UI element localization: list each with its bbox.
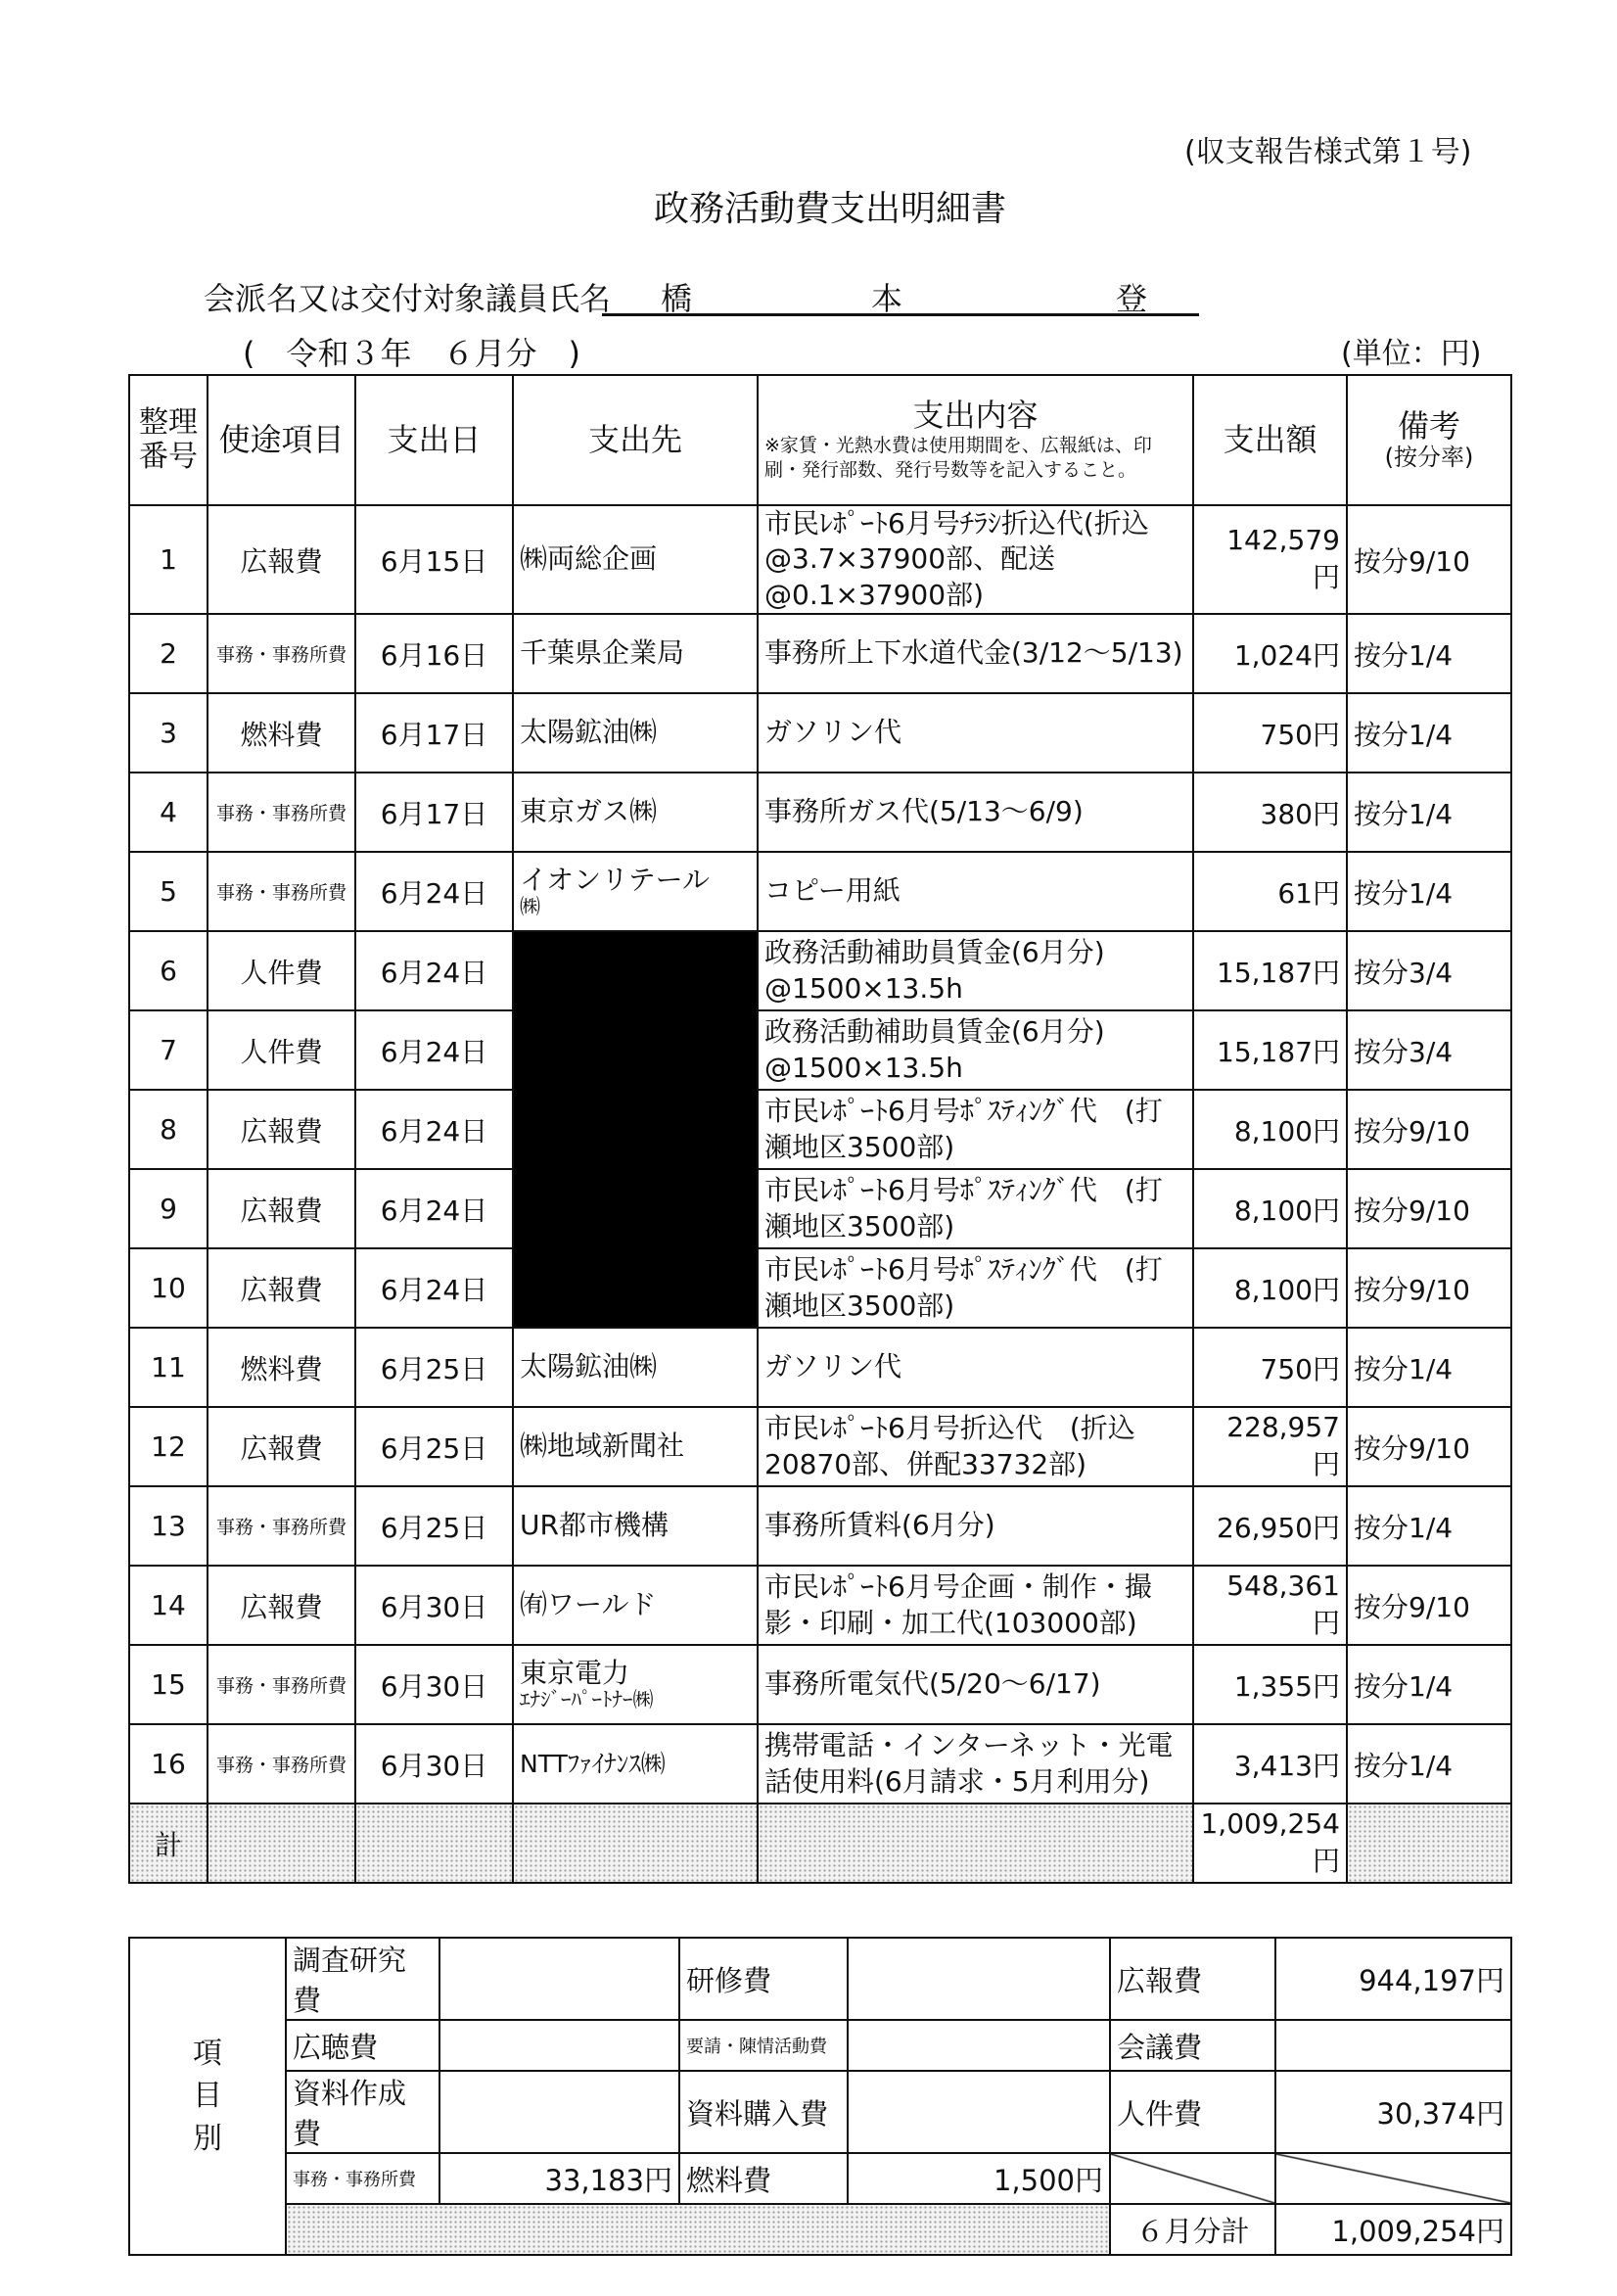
row-date: 6月30日 [355, 1566, 513, 1645]
row-note: 按分3/4 [1347, 1010, 1511, 1090]
row-no: 6 [129, 931, 208, 1010]
table-row [129, 1486, 1511, 1566]
row-no: 10 [129, 1248, 208, 1328]
row-no: 2 [129, 614, 208, 693]
row-amount: 61円 [1193, 852, 1347, 931]
row-payee [513, 852, 758, 931]
row-date: 6月25日 [355, 1486, 513, 1566]
row-payee: UR都市機構 [513, 1486, 758, 1566]
row-date: 6月24日 [355, 852, 513, 931]
summary-value [439, 1938, 679, 2020]
table-row [129, 505, 1511, 614]
side-label-char: 目 [193, 2079, 222, 2114]
row-date: 6月16日 [355, 614, 513, 693]
table-row [129, 1248, 1511, 1328]
side-label-char: 項 [193, 2036, 222, 2071]
row-date: 6月15日 [355, 505, 513, 614]
table-row [129, 1407, 1511, 1486]
hatched-cell [758, 1804, 1193, 1883]
row-payee: ㈱両総企画 [513, 505, 758, 614]
row-payee: 東京ガス㈱ [513, 773, 758, 852]
category-summary-table [128, 1937, 1512, 2256]
row-payee: 千葉県企業局 [513, 614, 758, 693]
header-description-title: 支出内容 [912, 397, 1039, 435]
row-description: 市民ﾚﾎﾟｰﾄ6月号ﾁﾗｼ折込代(折込@3.7×37900部、配送@0.1×37900部) [758, 505, 1193, 614]
row-note: 按分9/10 [1347, 1407, 1511, 1486]
summary-value: 1,500円 [848, 2153, 1110, 2204]
row-use: 広報費 [208, 1407, 355, 1486]
row-note: 按分1/4 [1347, 1724, 1511, 1804]
row-note: 按分3/4 [1347, 931, 1511, 1010]
row-description: 事務所電気代(5/20～6/17) [758, 1645, 1193, 1724]
row-no: 3 [129, 693, 208, 773]
month-total-value: 1,009,254円 [1275, 2204, 1511, 2255]
row-use: 燃料費 [208, 693, 355, 773]
summary-label: 会議費 [1110, 2020, 1275, 2071]
row-no: 9 [129, 1169, 208, 1248]
row-date: 6月24日 [355, 1010, 513, 1090]
side-label-char: 別 [193, 2121, 222, 2156]
row-amount: 750円 [1193, 693, 1347, 773]
row-no: 7 [129, 1010, 208, 1090]
header-description [758, 375, 1193, 505]
summary-label: 広聴費 [286, 2020, 439, 2071]
member-name-part: 登 [1116, 280, 1148, 317]
header-note-title: 備考 [1397, 407, 1460, 445]
row-use: 人件費 [208, 931, 355, 1010]
row-payee-line: 東京電力 [520, 1656, 630, 1689]
row-date: 6月30日 [355, 1645, 513, 1724]
summary-value [848, 2071, 1110, 2153]
period: ( 令和３年 ６月分 ) [243, 335, 580, 372]
row-description: コピー用紙 [758, 852, 1193, 931]
summary-label: 研修費 [679, 1938, 848, 2020]
row-amount: 750円 [1193, 1328, 1347, 1407]
header-description-note: ※家賃・光熱水費は使用期間を、広報紙は、印刷・発行部数、発行号数等を記入すること。 [764, 435, 1152, 481]
row-date: 6月24日 [355, 1169, 513, 1248]
header-no: 整理番号 [129, 375, 208, 505]
row-use: 事務・事務所費 [208, 1486, 355, 1566]
member-name-part: 橋 [661, 280, 693, 317]
row-date: 6月17日 [355, 693, 513, 773]
summary-row [129, 2071, 1511, 2153]
row-amount: 548,361円 [1193, 1566, 1347, 1645]
row-amount: 15,187円 [1193, 1010, 1347, 1090]
table-row [129, 1169, 1511, 1248]
row-use: 事務・事務所費 [208, 852, 355, 931]
row-description: 市民ﾚﾎﾟｰﾄ6月号企画・制作・撮影・印刷・加工代(103000部) [758, 1566, 1193, 1645]
table-row [129, 614, 1511, 693]
row-payee-line: ㈱ [520, 894, 540, 918]
row-description: 市民ﾚﾎﾟｰﾄ6月号折込代 (折込20870部、併配33732部) [758, 1407, 1193, 1486]
row-use: 人件費 [208, 1010, 355, 1090]
summary-total-row [129, 2204, 1511, 2255]
row-note: 按分1/4 [1347, 693, 1511, 773]
row-amount: 8,100円 [1193, 1090, 1347, 1169]
summary-value [848, 2020, 1110, 2071]
summary-label: 燃料費 [679, 2153, 848, 2204]
row-description: 事務所上下水道代金(3/12～5/13) [758, 614, 1193, 693]
redacted-payee [513, 931, 758, 1328]
row-use: 広報費 [208, 505, 355, 614]
summary-row [129, 2153, 1511, 2204]
row-description: ガソリン代 [758, 1328, 1193, 1407]
header-date: 支出日 [355, 375, 513, 505]
row-no: 5 [129, 852, 208, 931]
row-description: 政務活動補助員賃金(6月分) @1500×13.5h [758, 931, 1193, 1010]
row-note: 按分9/10 [1347, 1248, 1511, 1328]
summary-value [439, 2020, 679, 2071]
summary-row [129, 2020, 1511, 2071]
row-payee-line: イオンリテール [520, 863, 711, 896]
row-date: 6月24日 [355, 931, 513, 1010]
row-amount: 1,355円 [1193, 1645, 1347, 1724]
summary-side-label [129, 1938, 286, 2255]
row-date: 6月24日 [355, 1248, 513, 1328]
row-description: 事務所賃料(6月分) [758, 1486, 1193, 1566]
row-no: 15 [129, 1645, 208, 1724]
row-payee: 太陽鉱油㈱ [513, 1328, 758, 1407]
hatched-cell [513, 1804, 758, 1883]
table-row [129, 773, 1511, 852]
row-note: 按分9/10 [1347, 505, 1511, 614]
table-row [129, 1010, 1511, 1090]
header-payee: 支出先 [513, 375, 758, 505]
row-no: 14 [129, 1566, 208, 1645]
member-label: 会派名又は交付対象議員氏名 [204, 280, 612, 317]
table-row [129, 1090, 1511, 1169]
row-description: 市民ﾚﾎﾟｰﾄ6月号ﾎﾟｽﾃｨﾝｸﾞ代 (打瀬地区3500部) [758, 1169, 1193, 1248]
row-use: 事務・事務所費 [208, 1724, 355, 1804]
row-payee [513, 1645, 758, 1724]
row-use: 事務・事務所費 [208, 614, 355, 693]
hatched-cell [1347, 1804, 1511, 1883]
row-payee: 太陽鉱油㈱ [513, 693, 758, 773]
row-description: 政務活動補助員賃金(6月分) @1500×13.5h [758, 1010, 1193, 1090]
summary-value [439, 2071, 679, 2153]
hatched-cell [355, 1804, 513, 1883]
total-amount: 1,009,254円 [1193, 1804, 1347, 1883]
row-date: 6月24日 [355, 1090, 513, 1169]
row-amount: 228,957円 [1193, 1407, 1347, 1486]
summary-label: 事務・事務所費 [286, 2153, 439, 2204]
row-use: 燃料費 [208, 1328, 355, 1407]
header-note [1347, 375, 1511, 505]
summary-label: 広報費 [1110, 1938, 1275, 2020]
row-date: 6月25日 [355, 1407, 513, 1486]
row-amount: 380円 [1193, 773, 1347, 852]
hatched-cell [208, 1804, 355, 1883]
row-use: 広報費 [208, 1248, 355, 1328]
row-note: 按分1/4 [1347, 852, 1511, 931]
summary-label: 資料作成費 [286, 2071, 439, 2153]
row-note: 按分9/10 [1347, 1169, 1511, 1248]
row-amount: 3,413円 [1193, 1724, 1347, 1804]
row-date: 6月25日 [355, 1328, 513, 1407]
unit-label: (単位：円) [1341, 337, 1482, 371]
summary-label: 要請・陳情活動費 [679, 2020, 848, 2071]
diagonal-blank-cell [1275, 2153, 1511, 2204]
row-use: 広報費 [208, 1169, 355, 1248]
row-use: 広報費 [208, 1090, 355, 1169]
row-payee-line: ｴﾅｼﾞｰﾊﾟｰﾄﾅｰ㈱ [520, 1687, 654, 1711]
table-row [129, 1566, 1511, 1645]
row-note: 按分1/4 [1347, 773, 1511, 852]
summary-value: 944,197円 [1275, 1938, 1511, 2020]
table-row [129, 1724, 1511, 1804]
row-payee: ㈲ワールド [513, 1566, 758, 1645]
row-amount: 15,187円 [1193, 931, 1347, 1010]
row-amount: 8,100円 [1193, 1169, 1347, 1248]
row-use: 事務・事務所費 [208, 1645, 355, 1724]
row-use: 広報費 [208, 1566, 355, 1645]
table-row [129, 693, 1511, 773]
row-description: 事務所ガス代(5/13～6/9) [758, 773, 1193, 852]
document-title: 政務活動費支出明細書 [654, 189, 1007, 229]
total-row [129, 1804, 1511, 1883]
row-amount: 26,950円 [1193, 1486, 1347, 1566]
row-date: 6月17日 [355, 773, 513, 852]
row-date: 6月30日 [355, 1724, 513, 1804]
summary-value [1275, 2020, 1511, 2071]
row-no: 16 [129, 1724, 208, 1804]
row-use: 事務・事務所費 [208, 773, 355, 852]
diagonal-blank-cell [1110, 2153, 1275, 2204]
form-id: (収支報告様式第１号) [1184, 135, 1472, 169]
header-note-sub: (按分率) [1384, 444, 1474, 472]
row-amount: 8,100円 [1193, 1248, 1347, 1328]
summary-value: 30,374円 [1275, 2071, 1511, 2153]
row-amount: 1,024円 [1193, 614, 1347, 693]
row-no: 4 [129, 773, 208, 852]
member-name-part: 本 [871, 280, 903, 317]
row-no: 12 [129, 1407, 208, 1486]
row-description: 市民ﾚﾎﾟｰﾄ6月号ﾎﾟｽﾃｨﾝｸﾞ代 (打瀬地区3500部) [758, 1248, 1193, 1328]
month-total-label: ６月分計 [1110, 2204, 1275, 2255]
row-description: 携帯電話・インターネット・光電話使用料(6月請求・5月利用分) [758, 1724, 1193, 1804]
summary-label: 調査研究費 [286, 1938, 439, 2020]
row-note: 按分1/4 [1347, 1328, 1511, 1407]
summary-value: 33,183円 [439, 2153, 679, 2204]
row-payee: NTTﾌｧｲﾅﾝｽ㈱ [513, 1724, 758, 1804]
summary-value [848, 1938, 1110, 2020]
hatched-cell [286, 2204, 1110, 2255]
row-no: 13 [129, 1486, 208, 1566]
row-payee: ㈱地域新聞社 [513, 1407, 758, 1486]
table-header-row [129, 375, 1511, 505]
row-description: 市民ﾚﾎﾟｰﾄ6月号ﾎﾟｽﾃｨﾝｸﾞ代 (打瀬地区3500部) [758, 1090, 1193, 1169]
summary-label: 人件費 [1110, 2071, 1275, 2153]
row-note: 按分9/10 [1347, 1090, 1511, 1169]
header-amount: 支出額 [1193, 375, 1347, 505]
summary-row [129, 1938, 1511, 2020]
table-row [129, 1645, 1511, 1724]
summary-label: 資料購入費 [679, 2071, 848, 2153]
row-no: 8 [129, 1090, 208, 1169]
table-row [129, 1328, 1511, 1407]
row-no: 1 [129, 505, 208, 614]
row-description: ガソリン代 [758, 693, 1193, 773]
row-amount: 142,579円 [1193, 505, 1347, 614]
table-row [129, 931, 1511, 1010]
total-label: 計 [129, 1804, 208, 1883]
member-name [602, 274, 1199, 316]
header-use: 使途項目 [208, 375, 355, 505]
row-note: 按分1/4 [1347, 1486, 1511, 1566]
row-note: 按分1/4 [1347, 1645, 1511, 1724]
table-row [129, 852, 1511, 931]
row-note: 按分9/10 [1347, 1566, 1511, 1645]
row-note: 按分1/4 [1347, 614, 1511, 693]
row-no: 11 [129, 1328, 208, 1407]
expense-table [128, 374, 1512, 1884]
